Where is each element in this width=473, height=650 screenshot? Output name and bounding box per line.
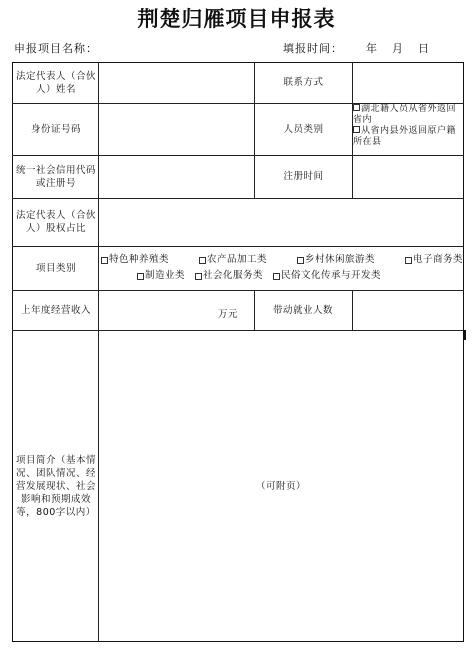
option-label: 农产品加工类 [206,254,267,265]
last-year-income-label: 上年度经营收入 [20,304,91,316]
equity-field[interactable] [99,198,463,246]
contact-label: 联系方式 [283,77,324,88]
table-edge-mark [463,330,466,340]
register-time-label: 注册时间 [283,171,324,182]
year-label: 年 [366,42,378,55]
project-intro-label: 项目简介（基本情况、团队情况、经营发展现状、社会影响和预期成效等，800字以内） [15,454,96,518]
checkbox[interactable] [137,273,144,280]
form-title: 荆楚归雁项目申报表 [137,6,336,31]
project-type-option[interactable] [273,268,381,284]
project-name-label: 申报项目名称： [14,42,98,55]
option-label: 民俗文化传承与开发类 [281,270,382,281]
project-type-options [101,252,463,284]
legal-rep-name-label: 法定代表人（合伙人）姓名 [16,70,97,95]
register-time-field[interactable] [353,155,463,198]
attachment-note: （可附页） [255,480,306,492]
option-label: 从省内县外返回原户籍所在县 [353,126,457,147]
column-divider [254,290,255,330]
personnel-option[interactable] [353,104,463,126]
project-type-option[interactable] [199,252,267,268]
checkbox[interactable] [273,273,280,280]
project-type-option[interactable] [297,252,375,268]
checkbox[interactable] [297,257,304,264]
personnel-option[interactable] [353,126,463,148]
income-unit: 万元 [217,308,238,320]
option-label: 社会化服务类 [203,270,264,281]
contact-field[interactable] [353,62,463,103]
last-year-income-field[interactable] [99,290,254,330]
option-label: 特色种养殖类 [109,254,170,265]
project-type-option[interactable] [195,268,263,284]
checkbox[interactable] [353,126,360,133]
project-type-option[interactable] [101,252,169,268]
project-type-label: 项目类别 [35,262,76,274]
checkbox[interactable] [353,104,360,111]
personnel-type-options [353,104,463,154]
option-label: 制造业类 [145,270,186,281]
fill-time-label: 填报时间： [283,42,343,55]
project-type-option[interactable] [137,268,185,284]
checkbox[interactable] [405,257,412,264]
option-label: 电子商务类 [412,254,463,265]
equity-label: 法定代表人（合伙人）股权占比 [16,210,97,234]
project-type-option[interactable] [405,252,463,268]
credit-code-field[interactable] [99,155,254,198]
employment-field[interactable] [353,290,463,330]
id-number-field[interactable] [99,103,254,155]
personnel-type-label: 人员类别 [283,123,324,135]
checkbox[interactable] [199,257,206,264]
credit-code-label: 统一社会信用代码或注册号 [15,164,96,189]
id-number-label: 身份证号码 [30,123,81,135]
option-label: 乡村休闲旅游类 [304,254,375,265]
option-label: 湖北籍人员从省外返回省内 [353,104,457,125]
day-label: 日 [418,42,430,55]
month-label: 月 [392,42,404,55]
employment-label: 带动就业人数 [272,304,333,316]
project-intro-field[interactable] [99,330,463,642]
legal-rep-name-field[interactable] [99,62,254,103]
checkbox[interactable] [101,257,108,264]
checkbox[interactable] [195,273,202,280]
